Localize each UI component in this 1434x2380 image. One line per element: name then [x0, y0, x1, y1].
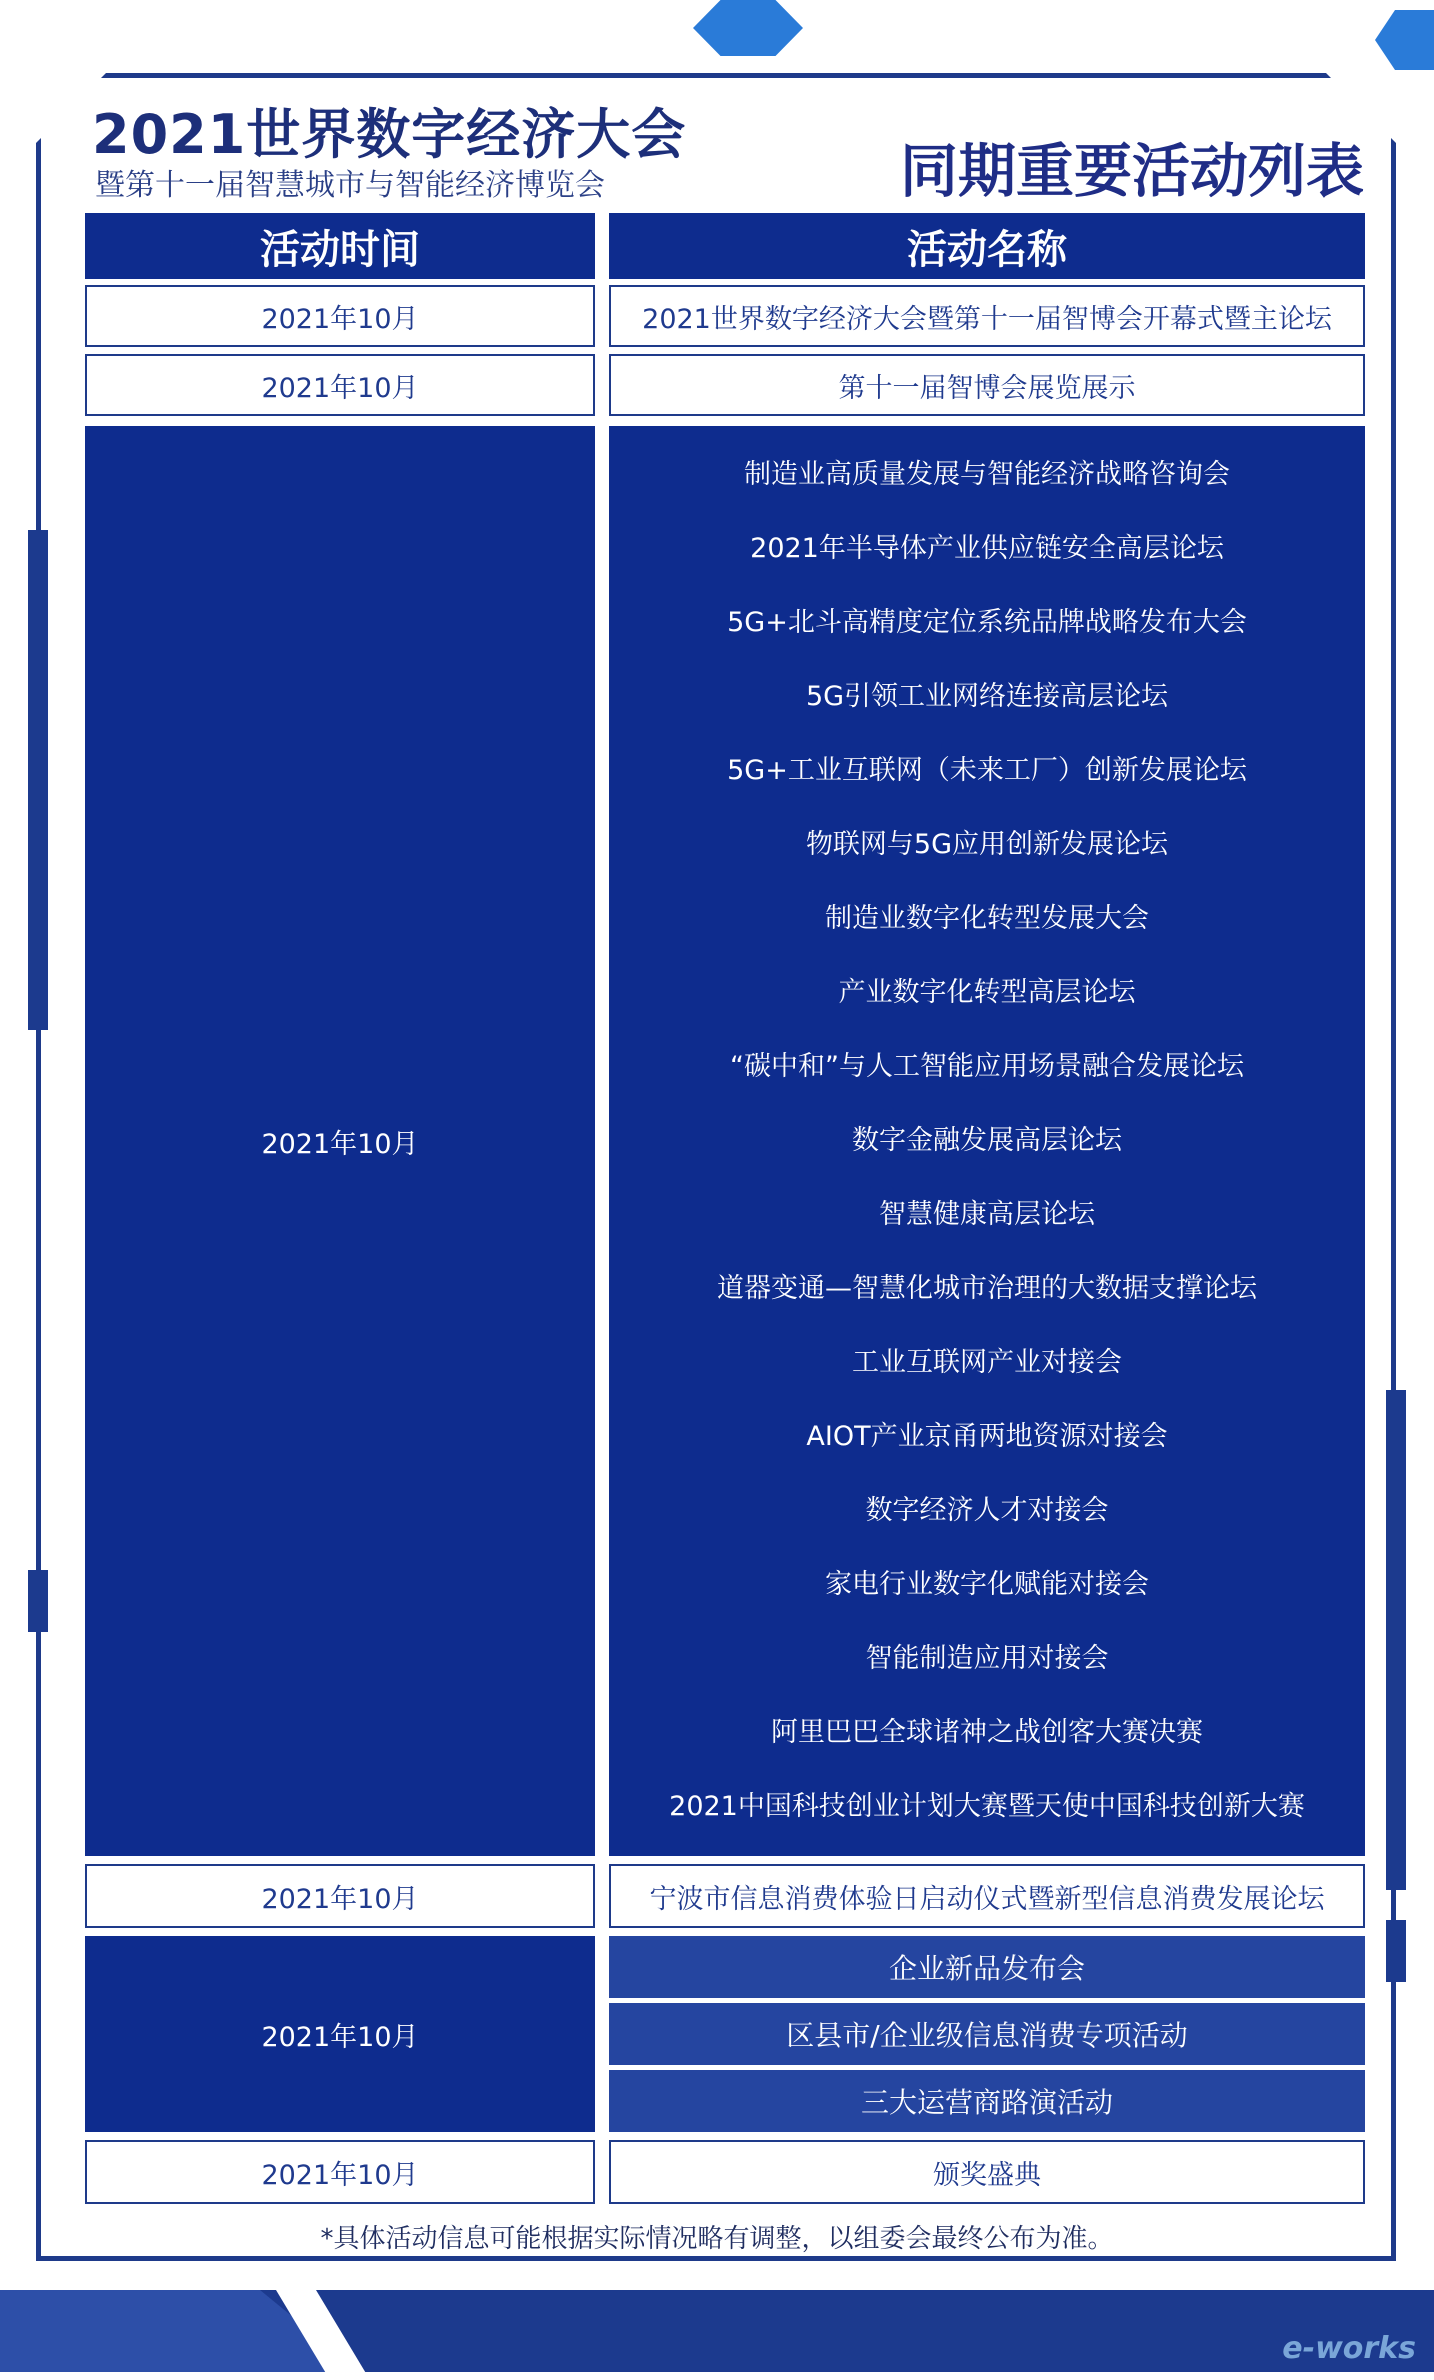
row6-time: 2021年10月 — [85, 2140, 595, 2204]
row5-time: 2021年10月 — [85, 1936, 595, 2132]
decor-side-bar-right — [1386, 1390, 1406, 1890]
row6-name: 颁奖盛典 — [609, 2140, 1365, 2204]
page-title: 同期重要活动列表 — [899, 137, 1364, 205]
list-item: 工业互联网产业对接会 — [852, 1347, 1122, 1378]
row4-time: 2021年10月 — [85, 1864, 595, 1928]
decor-side-bar-left-small — [28, 1570, 48, 1632]
row2-name: 第十一届智博会展览展示 — [609, 354, 1365, 416]
list-item: 数字经济人才对接会 — [865, 1495, 1109, 1526]
list-item: 5G引领工业网络连接高层论坛 — [805, 681, 1169, 712]
list-item: 制造业数字化转型发展大会 — [825, 903, 1149, 934]
row1-time: 2021年10月 — [85, 285, 595, 347]
list-item: “碳中和”与人工智能应用场景融合发展论坛 — [730, 1051, 1244, 1082]
list-item: 2021中国科技创业计划大赛暨天使中国科技创新大赛 — [669, 1791, 1305, 1822]
footnote: *具体活动信息可能根据实际情况略有调整，以组委会最终公布为准。 — [320, 2224, 1114, 2254]
row5-item-1: 企业新品发布会 — [609, 1936, 1365, 1998]
row3-event-list — [609, 426, 1365, 1856]
list-item: 制造业高质量发展与智能经济战略咨询会 — [744, 459, 1230, 490]
row4-name: 宁波市信息消费体验日启动仪式暨新型信息消费发展论坛 — [609, 1864, 1365, 1928]
decor-hexagon-right — [1375, 10, 1434, 70]
conference-subtitle: 暨第十一届智慧城市与智能经济博览会 — [95, 168, 605, 203]
list-item: 5G+北斗高精度定位系统品牌战略发布大会 — [727, 607, 1247, 638]
row3-time: 2021年10月 — [85, 426, 595, 1856]
list-item: AIOT产业京甬两地资源对接会 — [806, 1421, 1168, 1452]
row5-item-2: 区县市/企业级信息消费专项活动 — [609, 2003, 1365, 2065]
list-item: 智慧健康高层论坛 — [879, 1199, 1095, 1230]
list-item: 智能制造应用对接会 — [865, 1643, 1109, 1674]
list-item: 家电行业数字化赋能对接会 — [825, 1569, 1149, 1600]
list-item: 2021年半导体产业供应链安全高层论坛 — [750, 533, 1224, 564]
row5-item-3: 三大运营商路演活动 — [609, 2070, 1365, 2132]
list-item: 产业数字化转型高层论坛 — [838, 977, 1136, 1008]
decor-side-bar-right-small — [1386, 1920, 1406, 1982]
watermark-logo: e-works — [1282, 2331, 1416, 2366]
list-item: 数字金融发展高层论坛 — [852, 1125, 1122, 1156]
row1-name: 2021世界数字经济大会暨第十一届智博会开幕式暨主论坛 — [609, 285, 1365, 347]
decor-side-bar-left — [28, 530, 48, 1030]
list-item: 5G+工业互联网（未来工厂）创新发展论坛 — [727, 755, 1247, 786]
conference-title: 2021世界数字经济大会 — [92, 103, 687, 166]
column-header-time: 活动时间 — [85, 213, 595, 279]
list-item: 阿里巴巴全球诸神之战创客大赛决赛 — [771, 1717, 1203, 1748]
list-item: 道器变通—智慧化城市治理的大数据支撑论坛 — [717, 1273, 1257, 1304]
decor-hexagon-top — [693, 0, 803, 56]
row2-time: 2021年10月 — [85, 354, 595, 416]
column-header-name: 活动名称 — [609, 213, 1365, 279]
list-item: 物联网与5G应用创新发展论坛 — [805, 829, 1169, 860]
